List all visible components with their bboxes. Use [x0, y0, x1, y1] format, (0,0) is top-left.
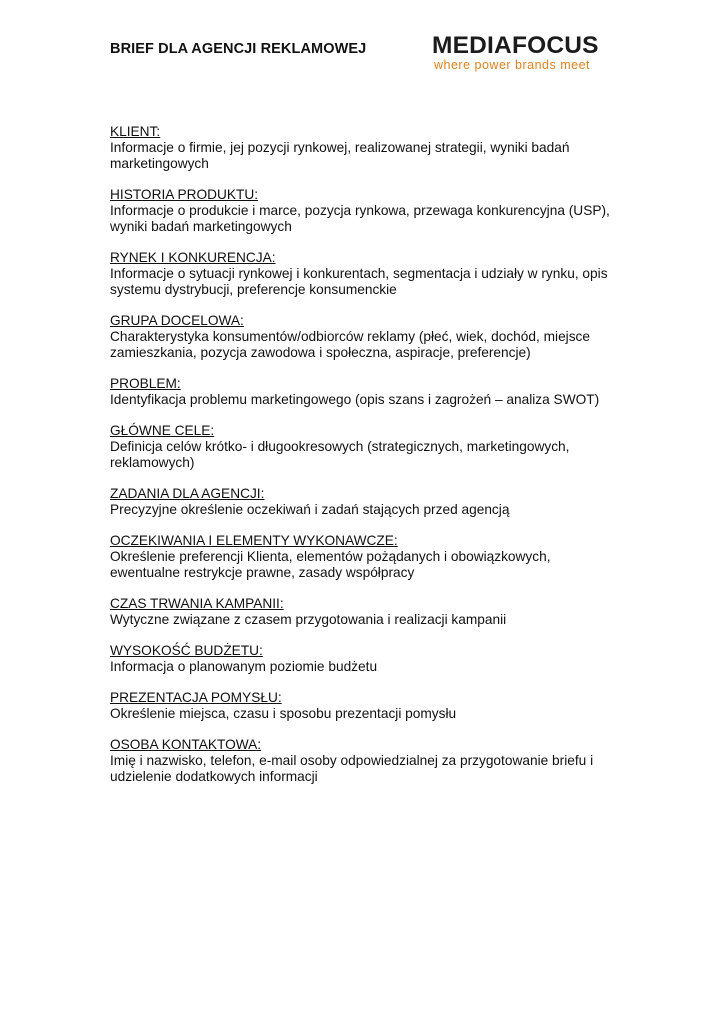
- section-osoba-kontaktowa: [110, 737, 620, 785]
- section-oczekiwania: [110, 533, 620, 581]
- section-text: Informacje o sytuacji rynkowej i konkurentach, segmentacja i udziały w rynku, opis systemu dystrybucji, preferencje konsumenckie: [110, 266, 608, 297]
- section-heading: PROBLEM:: [110, 376, 181, 391]
- section-glowne-cele: [110, 423, 620, 471]
- section-heading: OCZEKIWANIA I ELEMENTY WYKONAWCZE:: [110, 533, 398, 548]
- section-text: Określenie miejsca, czasu i sposobu prezentacji pomysłu: [110, 706, 457, 721]
- section-czas-trwania-kampanii: [110, 596, 620, 628]
- section-text: Definicja celów krótko- i długookresowych (strategicznych, marketingowych, reklamowych): [110, 439, 570, 470]
- section-heading: HISTORIA PRODUKTU:: [110, 187, 259, 202]
- section-heading: RYNEK I KONKURENCJA:: [110, 250, 276, 265]
- section-text: Charakterystyka konsumentów/odbiorców reklamy (płeć, wiek, dochód, miejsce zamieszkania, pozycja zawodowa i społeczna, aspiracje, preferencje): [110, 329, 591, 360]
- section-rynek-i-konkurencja: [110, 250, 620, 298]
- section-heading: ZADANIA DLA AGENCJI:: [110, 486, 265, 501]
- brief-sections: [110, 124, 620, 800]
- section-heading: OSOBA KONTAKTOWA:: [110, 737, 262, 752]
- section-text: Informacje o firmie, jej pozycji rynkowej, realizowanej strategii, wyniki badań marketingowych: [110, 140, 570, 171]
- logo-wordmark: MEDIAFOCUS: [432, 32, 599, 59]
- section-historia-produktu: [110, 187, 620, 235]
- section-text: Precyzyjne określenie oczekiwań i zadań stających przed agencją: [110, 502, 510, 517]
- section-text: Informacje o produkcie i marce, pozycja rynkowa, przewaga konkurencyjna (USP), wyniki badań marketingowych: [110, 203, 610, 234]
- document-title: BRIEF DLA AGENCJI REKLAMOWEJ: [110, 41, 367, 57]
- section-heading: PREZENTACJA POMYSŁU:: [110, 690, 282, 705]
- section-heading: GRUPA DOCELOWA:: [110, 313, 244, 328]
- mediafocus-logo: [432, 34, 612, 72]
- section-text: Wytyczne związane z czasem przygotowania i realizacji kampanii: [110, 612, 507, 627]
- section-prezentacja-pomyslu: [110, 690, 620, 722]
- section-klient: [110, 124, 620, 172]
- section-wysokosc-budzetu: [110, 643, 620, 675]
- section-heading: WYSOKOŚĆ BUDŻETU:: [110, 643, 263, 658]
- section-heading: CZAS TRWANIA KAMPANII:: [110, 596, 284, 611]
- section-problem: [110, 376, 620, 408]
- section-text: Określenie preferencji Klienta, elementów pożądanych i obowiązkowych, ewentualne restrykcje prawne, zasady współpracy: [110, 549, 551, 580]
- section-grupa-docelowa: [110, 313, 620, 361]
- logo-tagline: where power brands meet: [434, 58, 591, 72]
- section-text: Imię i nazwisko, telefon, e-mail osoby odpowiedzialnej za przygotowanie briefu i udzielenie dodatkowych informacji: [110, 753, 594, 784]
- section-text: Identyfikacja problemu marketingowego (opis szans i zagrożeń – analiza SWOT): [110, 392, 600, 407]
- section-text: Informacja o planowanym poziomie budżetu: [110, 659, 378, 674]
- section-zadania-dla-agencji: [110, 486, 620, 518]
- section-heading: GŁÓWNE CELE:: [110, 423, 215, 438]
- section-heading: KLIENT:: [110, 124, 161, 139]
